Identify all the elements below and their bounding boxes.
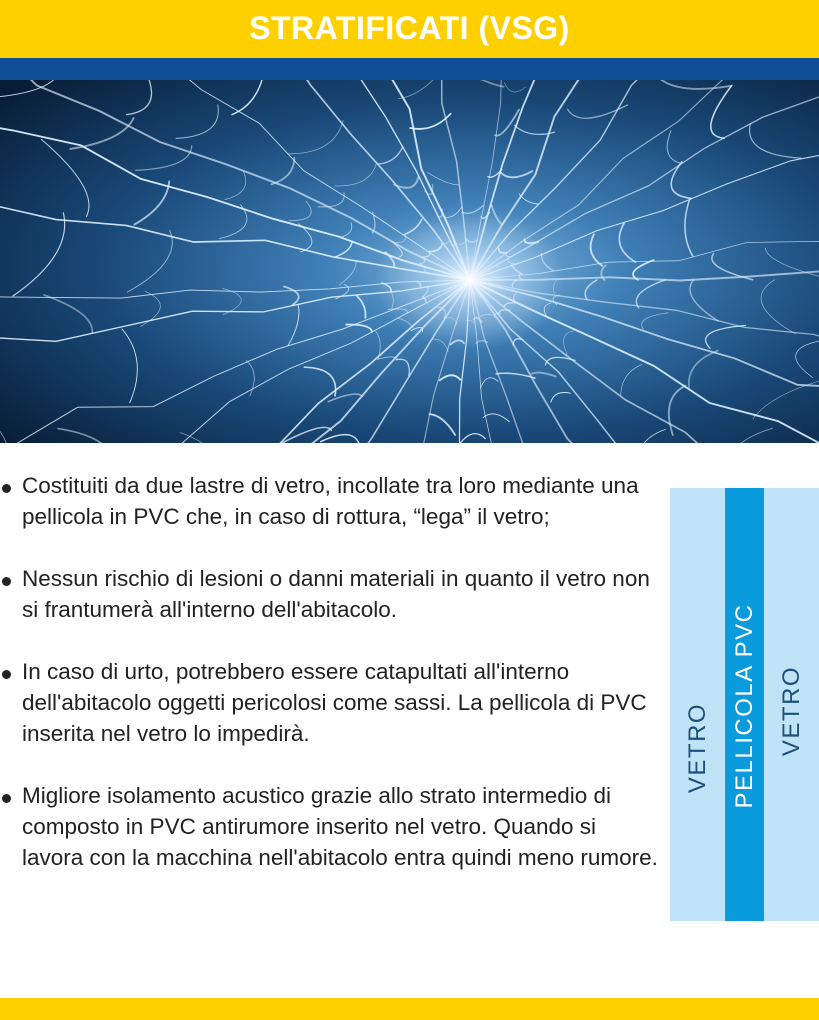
laminated-glass-diagram xyxy=(670,488,819,921)
bullet-icon xyxy=(2,577,11,586)
list-item-text: Migliore isolamento acustico grazie allo strato intermedio di composto in PVC antirumore inserito nel vetro. Quando si lavora con la macchina nell'abitacolo entra quindi meno rumore. xyxy=(22,783,658,870)
bullet-icon xyxy=(2,670,11,679)
glass-layer-label: VETRO xyxy=(777,665,805,757)
list-item xyxy=(2,563,660,625)
bullet-icon xyxy=(2,794,11,803)
footer-bar xyxy=(0,998,819,1020)
glass-layer-label: VETRO xyxy=(683,702,711,794)
bullet-icon xyxy=(2,484,11,493)
pvc-film-layer xyxy=(725,488,764,921)
list-item-text: Costituiti da due lastre di vetro, incollate tra loro mediante una pellicola in PVC che, in caso di rottura, “lega” il vetro; xyxy=(22,473,639,529)
list-item-text: Nessun rischio di lesioni o danni materiali in quanto il vetro non si frantumerà all'interno dell'abitacolo. xyxy=(22,566,650,622)
glass-layer-right xyxy=(764,488,819,921)
glass-layer-left xyxy=(670,488,725,921)
header-bar xyxy=(0,0,819,58)
pvc-film-label: PELLICOLA PVC xyxy=(730,603,758,809)
list-item-text: In caso di urto, potrebbero essere catapultati all'interno dell'abitacolo oggetti pericolosi come sassi. La pellicola di PVC inserita nel vetro lo impedirà. xyxy=(22,659,647,746)
header-stripe xyxy=(0,58,819,80)
list-item xyxy=(2,780,660,873)
list-item xyxy=(2,470,660,532)
shattered-glass-image xyxy=(0,80,819,443)
shattered-glass-illustration xyxy=(0,80,819,443)
feature-list xyxy=(0,470,660,873)
page-title: STRATIFICATI (VSG) xyxy=(249,10,570,46)
list-item xyxy=(2,656,660,749)
